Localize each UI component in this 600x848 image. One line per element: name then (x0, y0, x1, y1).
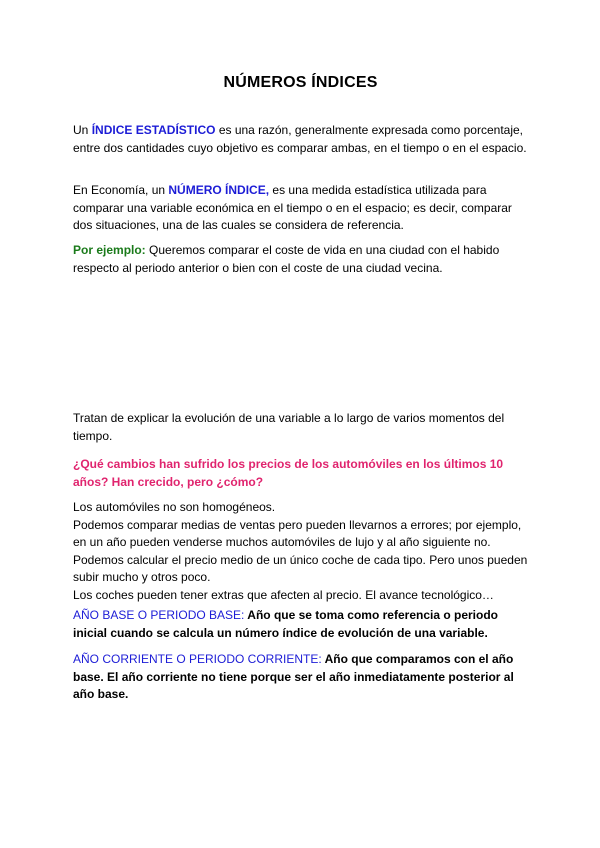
definition-text: Año que se toma como referencia o periodo inicial cuando se calcula un número índice de evolución de una variable. (73, 608, 498, 640)
answers-list (73, 499, 533, 604)
example-label: Por ejemplo: (73, 243, 146, 257)
paragraph-numero-indice (73, 182, 533, 235)
term-ano-corriente: AÑO CORRIENTE O PERIODO CORRIENTE: (73, 652, 322, 666)
answer-item: Los automóviles no son homogéneos. (73, 500, 276, 514)
answer-item: Podemos comparar medias de ventas pero pueden llevarnos a errores; por ejemplo, en un año pueden venderse muchos automóviles de lujo y al año siguiente no. (73, 517, 522, 549)
definition-current-year (73, 651, 533, 704)
text-prefix: En Economía, un (73, 183, 169, 197)
answer-item: Podemos calcular el precio medio de un único coche de cada tipo. Pero unos pueden subir mucho y otros poco. (73, 552, 528, 584)
answer-item: Los coches pueden tener extras que afecten al precio. El avance tecnológico… (73, 587, 494, 602)
definition-base-year (73, 607, 533, 642)
term-indice-estadistico: ÍNDICE ESTADÍSTICO (91, 123, 216, 137)
example-text: Queremos comparar el coste de vida en una ciudad con el habido respecto al periodo anterior o bien con el coste de una ciudad vecina. (73, 243, 500, 275)
term-ano-base: AÑO BASE O PERIODO BASE: (73, 608, 245, 622)
text-prefix: Un (73, 123, 92, 137)
paragraph-indice-estadistico (73, 122, 533, 157)
paragraph-evolution: Tratan de explicar la evolución de una variable a lo largo de varios momentos del tiempo. (73, 411, 505, 443)
page-title: NÚMEROS ÍNDICES (223, 74, 378, 91)
text-body: es una razón, generalmente expresada como porcentaje, entre dos cantidades cuyo objetivo es comparar ambas, en el tiempo o en el espacio. (73, 123, 527, 155)
definition-text: Año que comparamos con el año base. El año corriente no tiene porque ser el año inmediatamente posterior al año base. (73, 652, 514, 701)
paragraph-example (73, 242, 533, 277)
term-numero-indice: NÚMERO ÍNDICE, (168, 183, 270, 197)
question-heading: ¿Qué cambios han sufrido los precios de los automóviles en los últimos 10 años? Han crecido, pero ¿cómo? (73, 457, 504, 489)
text-body: es una medida estadística utilizada para comparar una variable económica en el tiempo o en el espacio; es decir, comparar dos situaciones, una de las cuales se considera de referencia. (73, 183, 512, 232)
